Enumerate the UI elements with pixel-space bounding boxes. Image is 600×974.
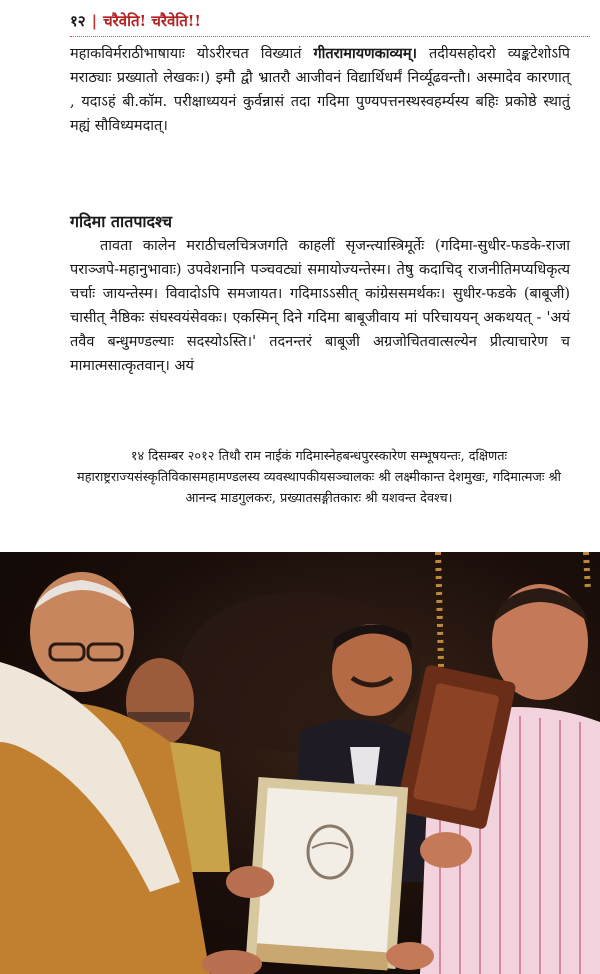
running-header bbox=[70, 8, 590, 34]
paragraph-1-start: महाकविर्मराठीभाषायाः योऽरीरचत विख्यातं bbox=[70, 46, 314, 62]
page-number: १२ bbox=[70, 12, 86, 30]
paragraph-1-bold-title: गीतरामायणकाव्यम्। bbox=[313, 45, 418, 62]
section-heading: गदिमा तातपादश्च bbox=[70, 212, 173, 231]
header-divider bbox=[70, 36, 590, 37]
running-title: चरैवेति! चरैवेति!! bbox=[103, 12, 201, 30]
paragraph-1-rest: तदीयसहोदरो व्यङ्कटेशोऽपि मराठ्याः प्रख्यातो लेखकः।) इमौ द्वौ भ्रातरौ आजीवनं विद्यार्थिधर्मं निर्व्यूढवन्तौ। अस्मादेव कारणात् , यदाऽहं बी.कॉम. परीक्षाध्ययनं कुर्वन्नासं तदा गदिमा पुण्यपत्तनस्थस्वहर्म्यस्य बहिः प्रकोष्ठे स्थातुं मह्यं सौविध्यमदात्। bbox=[70, 46, 570, 134]
paragraph-2: तावता कालेन मराठीचलचित्रजगति काहलीं सृजन्त्यास्त्रिमूर्तेः (गदिमा-सुधीर-फडके-राजा पराञ्जपे-महानुभावाः) उपवेशनानि पञ्चवट्यां समायोज्यन्तेस्म। तेषु कदाचिद् राजनीतिमप्यधिकृत्य चर्चाः जायन्तेस्म। विवादोऽपि समजायत। गदिमाऽऽसीत् कांग्रेससमर्थकः। सुधीर-फडके (बाबूजी) चासीत् नैष्ठिकः संघस्वयंसेवकः। एकस्मिन् दिने गदिमा बाबूजीवाय मां परिचाययन् अकथयत् - 'अयं तवैव बन्धुमण्डल्याः सदस्योऽस्ति।' तदनन्तरं बाबूजी अग्रजोचितवात्सल्येन प्रीत्याचारेण च मामात्मसात्कृतवान्। अयं bbox=[70, 238, 570, 374]
photo-caption: १४ दिसम्बर २०१२ तिथौ राम नाईकं गदिमास्नेहबन्धपुरस्कारेण सम्भूषयन्तः, दक्षिणतः महाराष्ट्रराज्यसंस्कृतिविकासमहामण्डलस्य व्यवस्थापकीयसञ्चालकः श्री लक्ष्मीकान्त देशमुखः, गदिमात्मजः श्री आनन्द माडगुलकरः, प्रख्यातसङ्गीतकारः श्री यशवन्त देवश्च। bbox=[77, 449, 561, 506]
photo-illustration bbox=[0, 552, 600, 974]
award-ceremony-photo bbox=[0, 552, 600, 974]
paragraph-1 bbox=[70, 42, 570, 138]
header-separator: | bbox=[91, 12, 98, 30]
